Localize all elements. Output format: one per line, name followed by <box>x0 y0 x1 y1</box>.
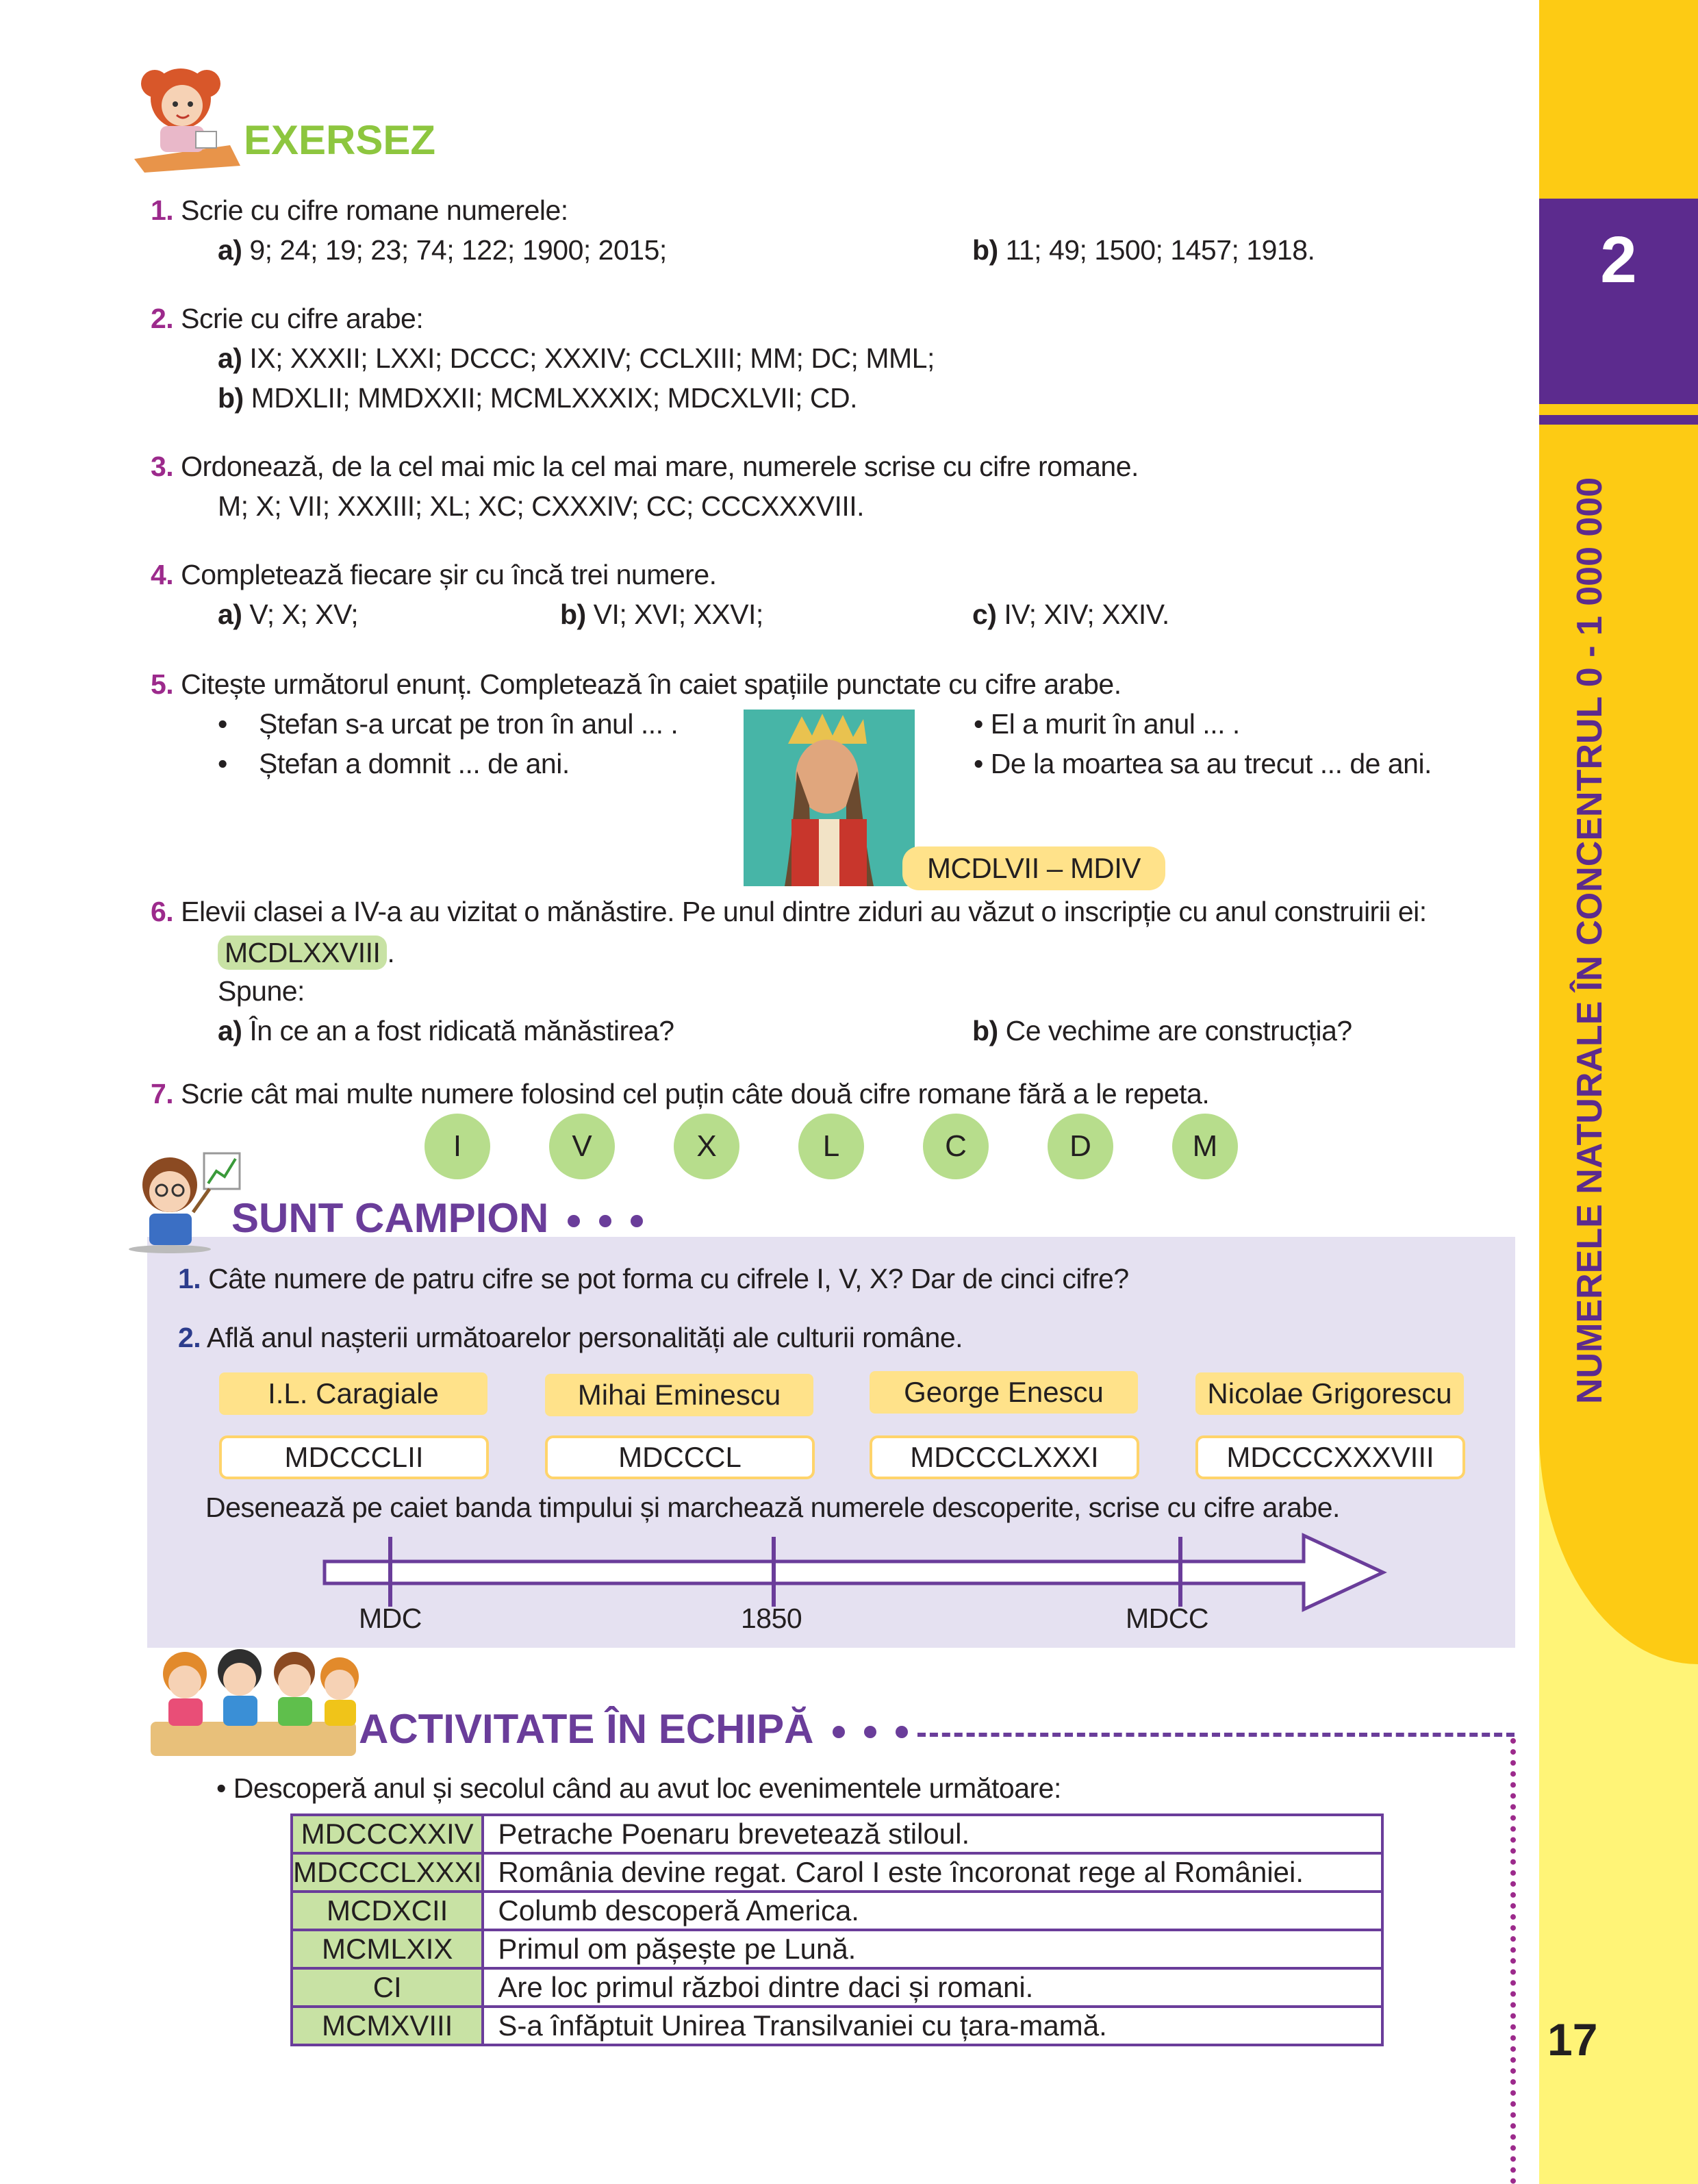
ex5-bullet-2: • Ștefan a domnit ... de ani. <box>218 748 570 779</box>
person-roman-enescu: MDCCCLXXXI <box>870 1435 1139 1479</box>
echipa-dotted-border <box>1510 1738 1516 2184</box>
ex2-a: a) IX; XXXII; LXXI; DCCC; XXXIV; CCLXIII; MM; DC; MML; <box>218 342 935 374</box>
event-year-roman: MCDXCII <box>292 1892 483 1930</box>
event-description: România devine regat. Carol I este încoronat rege al României. <box>483 1853 1382 1892</box>
event-description: Columb descoperă America. <box>483 1892 1382 1930</box>
roman-digit-l: L <box>798 1114 864 1179</box>
roman-digit-m: M <box>1172 1114 1238 1179</box>
ex1-prompt: 1. Scrie cu cifre romane numerele: <box>151 194 568 226</box>
kids-group-icon <box>144 1646 363 1763</box>
roman-digit-x: X <box>674 1114 739 1179</box>
timeline-label-mdcc: MDCC <box>1126 1603 1208 1634</box>
event-description: Petrache Poenaru brevetează stiloul. <box>483 1815 1382 1853</box>
table-row <box>292 1815 1382 1853</box>
person-name-grigorescu: Nicolae Grigorescu <box>1195 1372 1464 1415</box>
ex4-c: c) IV; XIV; XXIV. <box>972 599 1169 630</box>
stefan-portrait-icon <box>744 710 915 886</box>
roman-digit-v: V <box>549 1114 615 1179</box>
heading-dot <box>631 1215 643 1227</box>
ex6-a: a) În ce an a fost ridicată mănăstirea? <box>218 1015 674 1046</box>
roman-digit-d: D <box>1048 1114 1113 1179</box>
timeline-instruction: Desenează pe caiet banda timpului și marchează numerele descoperite, scrise cu cifre arabe. <box>205 1492 1340 1523</box>
heading-dot <box>833 1726 845 1738</box>
ex5-bullet-3: • El a murit în anul ... . <box>974 708 1240 740</box>
echipa-intro: • Descoperă anul și secolul când au avut loc evenimentele următoare: <box>216 1772 1061 1804</box>
chapter-stripe <box>1539 415 1698 425</box>
event-year-roman: CI <box>292 1968 483 2007</box>
girl-writing-icon <box>127 63 244 173</box>
person-name-enescu: George Enescu <box>870 1371 1138 1414</box>
person-roman-grigorescu: MDCCCXXXVIII <box>1195 1435 1465 1479</box>
chapter-number: 2 <box>1600 223 1637 297</box>
campion-heading: SUNT CAMPION <box>231 1194 643 1242</box>
ex6-inscription: MCDLXXVIII . <box>218 933 394 972</box>
stefan-reign-caption: MCDLVII – MDIV <box>902 846 1165 890</box>
timeline-label-1850: 1850 <box>741 1603 802 1634</box>
ex4-prompt: 4. Completează fiecare șir cu încă trei numere. <box>151 559 717 590</box>
ex5-bullet-4: • De la moartea sa au trecut ... de ani. <box>974 748 1432 779</box>
heading-dot <box>599 1215 611 1227</box>
ex6-spune: Spune: <box>218 975 305 1007</box>
echipa-heading: ACTIVITATE ÎN ECHIPĂ <box>359 1705 908 1753</box>
ex4-a: a) V; X; XV; <box>218 599 359 630</box>
table-row <box>292 1968 1382 2007</box>
event-description: Primul om pășește pe Lună. <box>483 1930 1382 1968</box>
event-year-roman: MDCCCLXXXI <box>292 1853 483 1892</box>
roman-digit-c: C <box>923 1114 989 1179</box>
events-table <box>290 1813 1384 2046</box>
chapter-title: NUMERELE NATURALE ÎN CONCENTRUL 0 - 1 000 000 <box>1570 477 1610 1404</box>
table-row <box>292 1853 1382 1892</box>
page-number: 17 <box>1547 2014 1598 2065</box>
ex2-b: b) MDXLII; MMDXXII; MCMLXXXIX; MDCXLVII; CD. <box>218 382 858 414</box>
event-description: Are loc primul război dintre daci și romani. <box>483 1968 1382 2007</box>
exersez-heading: EXERSEZ <box>244 117 436 163</box>
event-description: S-a înfăptuit Unirea Transilvaniei cu țara-mamă. <box>483 2007 1382 2045</box>
ex2-prompt: 2. Scrie cu cifre arabe: <box>151 303 424 334</box>
person-name-caragiale: I.L. Caragiale <box>219 1372 487 1415</box>
event-year-roman: MDCCCXXIV <box>292 1815 483 1853</box>
table-row <box>292 2007 1382 2045</box>
heading-dot <box>568 1215 580 1227</box>
ex3-prompt: 3. Ordonează, de la cel mai mic la cel mai mare, numerele scrise cu cifre romane. <box>151 451 1139 482</box>
roman-digit-i: I <box>424 1114 490 1179</box>
ex1-b: b) 11; 49; 1500; 1457; 1918. <box>972 234 1315 266</box>
person-name-eminescu: Mihai Eminescu <box>545 1374 813 1416</box>
ex3-list: M; X; VII; XXXIII; XL; XC; CXXXIV; CC; CCCXXXVIII. <box>218 490 865 522</box>
ex6-prompt: 6. Elevii clasei a IV-a au vizitat o mănăstire. Pe unul dintre ziduri au văzut o inscripție cu anul construirii ei: <box>151 896 1427 927</box>
timeline-arrow <box>322 1530 1390 1619</box>
echipa-dashed-line <box>917 1733 1515 1737</box>
ex5-bullet-1: • Ștefan s-a urcat pe tron în anul ... . <box>218 708 679 740</box>
table-row <box>292 1892 1382 1930</box>
table-row <box>292 1930 1382 1968</box>
ex5-prompt: 5. Citește următorul enunț. Completează în caiet spațiile punctate cu cifre arabe. <box>151 668 1122 700</box>
timeline-label-mdc: MDC <box>359 1603 422 1634</box>
ex7-prompt: 7. Scrie cât mai multe numere folosind cel puțin câte două cifre romane fără a le repeta. <box>151 1078 1210 1109</box>
person-roman-caragiale: MDCCCLII <box>219 1435 489 1479</box>
ex1-a: a) 9; 24; 19; 23; 74; 122; 1900; 2015; <box>218 234 667 266</box>
heading-dot <box>864 1726 876 1738</box>
event-year-roman: MCMLXIX <box>292 1930 483 1968</box>
person-roman-eminescu: MDCCCL <box>545 1435 815 1479</box>
ex4-b: b) VI; XVI; XXVI; <box>560 599 763 630</box>
event-year-roman: MCMXVIII <box>292 2007 483 2045</box>
chapter-badge <box>1539 199 1698 404</box>
ex6-b: b) Ce vechime are construcția? <box>972 1015 1352 1046</box>
campion-q2: 2. Află anul nașterii următoarelor personalități ale culturii române. <box>178 1322 963 1353</box>
campion-q1: 1. Câte numere de patru cifre se pot forma cu cifrele I, V, X? Dar de cinci cifre? <box>178 1263 1129 1294</box>
heading-dot <box>896 1726 908 1738</box>
